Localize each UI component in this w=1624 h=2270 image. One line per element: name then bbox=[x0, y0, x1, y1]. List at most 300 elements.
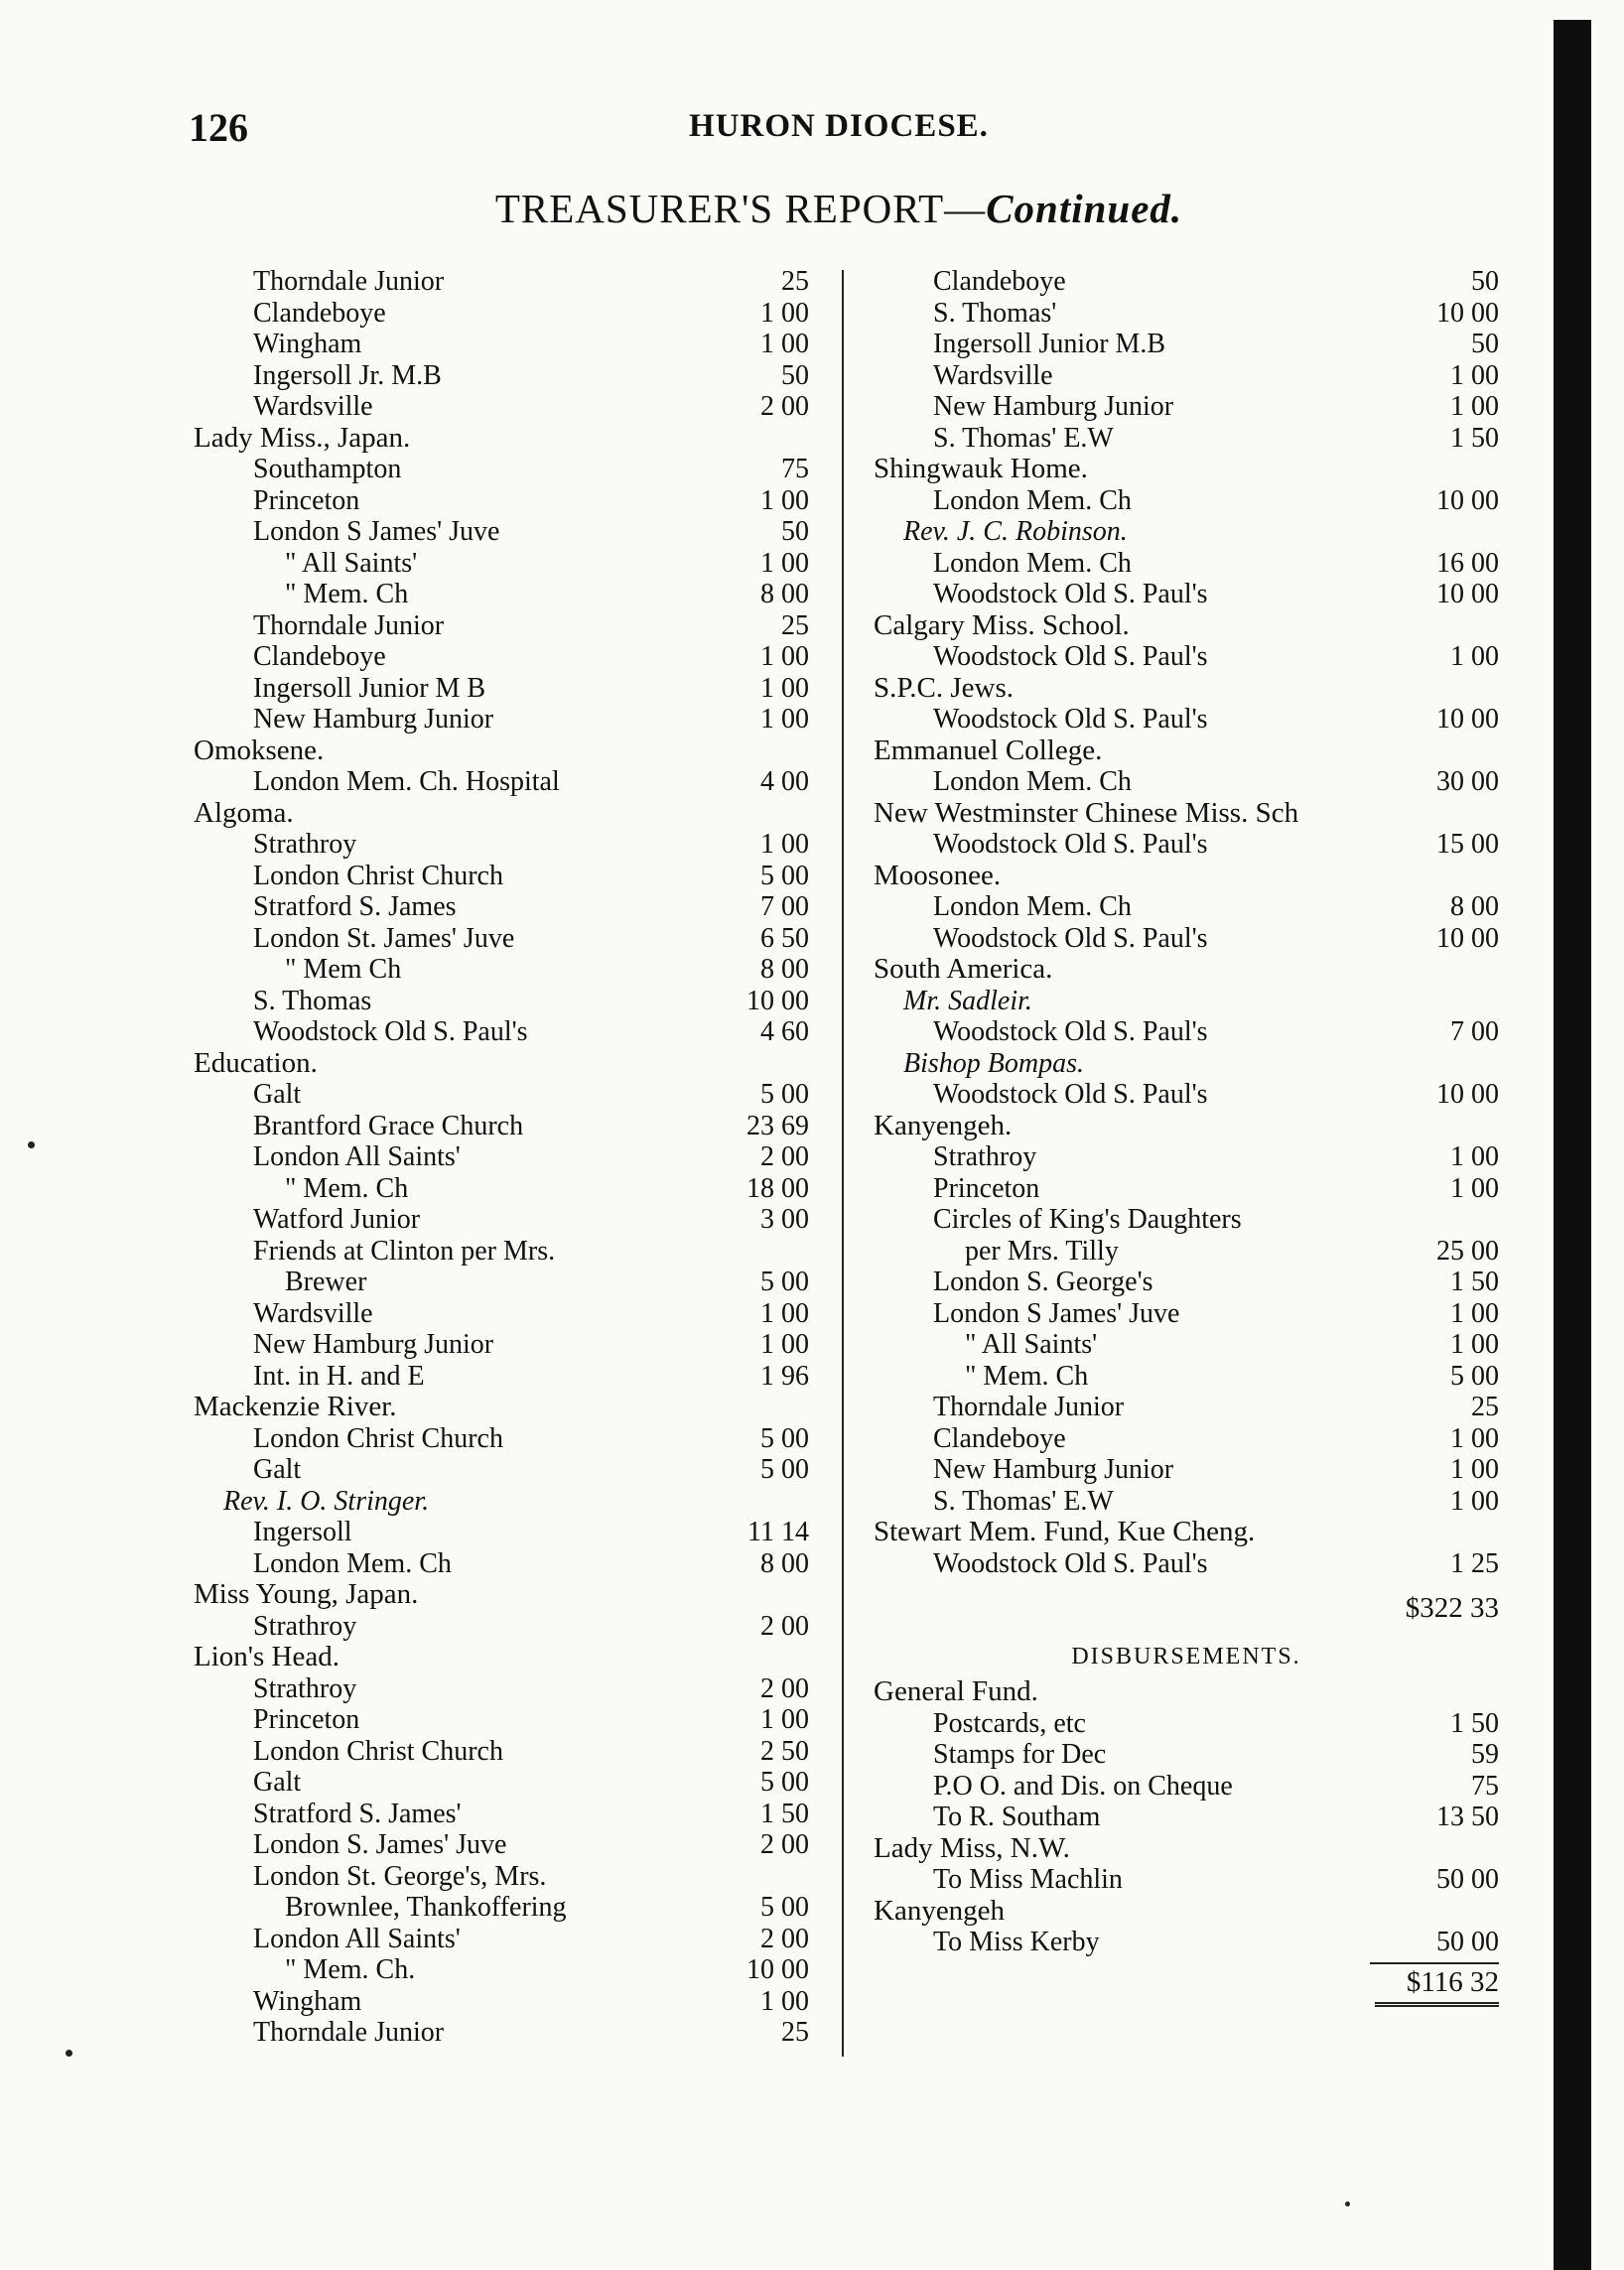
entry-amount: 8 00 bbox=[1450, 891, 1499, 922]
entry-amount: 2 00 bbox=[760, 391, 809, 422]
entry-label: Ingersoll Junior M.B bbox=[933, 329, 1166, 359]
section-heading-row bbox=[874, 1833, 1499, 1865]
entry-label: Thorndale Junior bbox=[253, 266, 445, 297]
disbursements-heading: DISBURSEMENTS. bbox=[1071, 1644, 1301, 1669]
entry-label: Thorndale Junior bbox=[253, 2017, 445, 2048]
entry-amount: 1 00 bbox=[1450, 1329, 1499, 1360]
title-text: TREASURER'S REPORT— bbox=[494, 186, 987, 231]
entry-amount: 30 00 bbox=[1436, 766, 1499, 797]
entry-amount: 6 50 bbox=[760, 922, 809, 954]
entry-row bbox=[194, 454, 809, 485]
entry-amount: 50 bbox=[781, 516, 809, 547]
entry-amount: 5 00 bbox=[1450, 1360, 1499, 1392]
section-heading-row bbox=[194, 735, 809, 767]
entry-label: Wardsville bbox=[253, 391, 373, 422]
entry-label: Thorndale Junior bbox=[933, 1392, 1125, 1422]
entry-label: Mr. Sadleir. bbox=[903, 985, 1032, 1016]
entry-row bbox=[194, 1141, 809, 1173]
entry-amount: 1 96 bbox=[760, 1360, 809, 1392]
entry-label: Stamps for Dec bbox=[933, 1739, 1107, 1770]
entry-row bbox=[194, 1767, 809, 1799]
entry-row bbox=[874, 1236, 1499, 1268]
section-heading-row bbox=[874, 1896, 1499, 1928]
entry-amount: 50 bbox=[1471, 266, 1499, 297]
entry-label: Lady Miss, N.W. bbox=[874, 1831, 1070, 1864]
disbursements-total-row bbox=[874, 1958, 1499, 2004]
entry-amount: 15 00 bbox=[1436, 829, 1499, 860]
entry-amount: 1 00 bbox=[1450, 1422, 1499, 1454]
section-heading-row bbox=[874, 954, 1499, 986]
entry-amount: 5 00 bbox=[760, 860, 809, 891]
entry-label: Strathroy bbox=[253, 829, 357, 860]
entry-row bbox=[874, 485, 1499, 517]
double-rule bbox=[1375, 2002, 1499, 2007]
entry-row bbox=[874, 891, 1499, 923]
entry-row bbox=[874, 1423, 1499, 1455]
entry-label: Woodstock Old S. Paul's bbox=[933, 704, 1208, 734]
entry-amount: 4 00 bbox=[760, 766, 809, 797]
entry-amount: 10 00 bbox=[1436, 484, 1499, 516]
section-heading-row bbox=[874, 673, 1499, 705]
entry-row bbox=[194, 266, 809, 298]
entry-label: Miss Young, Japan. bbox=[194, 1578, 419, 1610]
entry-label: S. Thomas bbox=[253, 985, 372, 1016]
entry-amount: 2 00 bbox=[760, 1829, 809, 1860]
entry-amount: 10 00 bbox=[746, 1954, 809, 1985]
entry-row bbox=[874, 298, 1499, 330]
entry-label: Clandeboye bbox=[933, 266, 1066, 297]
entry-label: London S James' Juve bbox=[933, 1297, 1180, 1329]
entry-label: Brantford Grace Church bbox=[253, 1110, 524, 1141]
entry-amount: 1 00 bbox=[1450, 1454, 1499, 1485]
entry-amount: 1 50 bbox=[760, 1798, 809, 1829]
entry-row bbox=[874, 391, 1499, 423]
title-continued: Continued. bbox=[986, 186, 1183, 231]
entry-label: To R. Southam bbox=[933, 1802, 1101, 1832]
entry-amount: 1 50 bbox=[1450, 422, 1499, 454]
section-heading-row bbox=[194, 423, 809, 455]
entry-amount: 50 bbox=[781, 359, 809, 391]
entry-row bbox=[194, 298, 809, 330]
entry-label: London Mem. Ch bbox=[933, 766, 1132, 797]
section-heading-row bbox=[194, 798, 809, 830]
entry-row bbox=[194, 1329, 809, 1361]
section-heading-row bbox=[194, 1392, 809, 1423]
entry-label: London Mem. Ch bbox=[933, 891, 1132, 922]
entry-amount: 3 00 bbox=[760, 1204, 809, 1235]
entry-label: Woodstock Old S. Paul's bbox=[933, 1547, 1208, 1579]
receipts-total: $322 33 bbox=[1405, 1592, 1499, 1624]
page-number: 126 bbox=[189, 105, 248, 150]
section-heading-row bbox=[194, 1048, 809, 1080]
subheading-row bbox=[874, 516, 1499, 548]
entry-label: Stewart Mem. Fund, Kue Cheng. bbox=[874, 1516, 1256, 1547]
entry-label: Bishop Bompas. bbox=[903, 1047, 1084, 1079]
entry-label: Thorndale Junior bbox=[253, 609, 445, 641]
entry-amount: 1 00 bbox=[760, 484, 809, 516]
entry-amount: 25 bbox=[1471, 1392, 1499, 1422]
section-heading-row bbox=[874, 861, 1499, 892]
entry-label: " All Saints' bbox=[965, 1329, 1098, 1360]
entry-amount: 1 00 bbox=[760, 547, 809, 579]
entry-row bbox=[194, 1736, 809, 1768]
entry-label: Rev. J. C. Robinson. bbox=[903, 516, 1128, 547]
entry-row bbox=[874, 1361, 1499, 1393]
entry-label: New Westminster Chinese Miss. Sch bbox=[874, 796, 1299, 829]
entry-amount: 1 00 bbox=[760, 672, 809, 704]
entry-label: London St. James' Juve bbox=[253, 922, 515, 954]
entry-amount: 1 50 bbox=[1450, 1707, 1499, 1739]
entry-amount: 25 bbox=[781, 2017, 809, 2048]
entry-row bbox=[874, 829, 1499, 861]
entry-label: Stratford S. James bbox=[253, 891, 457, 922]
entry-label: Int. in H. and E bbox=[253, 1360, 425, 1392]
entry-label: Strathroy bbox=[933, 1141, 1037, 1172]
entry-amount: 1 00 bbox=[1450, 1485, 1499, 1517]
entry-label: Southampton bbox=[253, 454, 402, 484]
entry-row bbox=[194, 986, 809, 1017]
right-column bbox=[874, 266, 1499, 2004]
entry-label: Ingersoll Jr. M.B bbox=[253, 359, 442, 391]
entry-row bbox=[194, 360, 809, 392]
entry-amount: 5 00 bbox=[760, 1079, 809, 1110]
entry-amount: 10 00 bbox=[1436, 922, 1499, 954]
entry-label: New Hamburg Junior bbox=[253, 1329, 494, 1360]
entry-amount: 1 00 bbox=[760, 1985, 809, 2017]
entry-row bbox=[194, 704, 809, 735]
entry-row bbox=[874, 1016, 1499, 1048]
sum-rule bbox=[1370, 1962, 1499, 1964]
entry-row bbox=[874, 1204, 1499, 1236]
entry-row bbox=[874, 1298, 1499, 1330]
receipts-total-row bbox=[874, 1579, 1499, 1637]
entry-amount: 1 00 bbox=[1450, 391, 1499, 422]
entry-label: To Miss Machlin bbox=[933, 1864, 1123, 1895]
section-heading-row bbox=[874, 735, 1499, 767]
entry-amount: 2 00 bbox=[760, 1923, 809, 1954]
print-speck bbox=[28, 1141, 35, 1148]
entry-amount: 10 00 bbox=[1436, 1079, 1499, 1110]
entry-amount: 1 00 bbox=[1450, 1297, 1499, 1329]
entry-row bbox=[874, 641, 1499, 673]
entry-row bbox=[194, 1704, 809, 1736]
entry-row bbox=[874, 1392, 1499, 1423]
entry-label: " All Saints' bbox=[285, 547, 418, 579]
entry-row bbox=[874, 579, 1499, 610]
entry-row bbox=[874, 923, 1499, 955]
entry-label: Kanyengeh bbox=[874, 1894, 1006, 1927]
entry-amount: 7 00 bbox=[1450, 1016, 1499, 1047]
entry-label: Woodstock Old S. Paul's bbox=[253, 1016, 528, 1047]
entry-row bbox=[874, 1079, 1499, 1111]
print-speck bbox=[1345, 2202, 1350, 2206]
entry-row bbox=[874, 548, 1499, 580]
entry-label: Clandeboye bbox=[933, 1422, 1066, 1454]
entry-row bbox=[194, 1829, 809, 1861]
entry-row bbox=[194, 1673, 809, 1705]
entry-row bbox=[194, 516, 809, 548]
entry-amount: 8 00 bbox=[760, 954, 809, 985]
disbursements-total: $116 32 bbox=[1406, 1965, 1499, 1998]
page-header bbox=[189, 104, 1489, 164]
entry-label: London Mem. Ch bbox=[933, 547, 1132, 579]
entry-amount: 5 00 bbox=[760, 1767, 809, 1798]
entry-label: S. Thomas' E.W bbox=[933, 1485, 1114, 1517]
entry-row bbox=[194, 861, 809, 892]
entry-row bbox=[194, 1361, 809, 1393]
entry-row bbox=[874, 329, 1499, 360]
entry-label: Lion's Head. bbox=[194, 1641, 339, 1672]
entry-label: Woodstock Old S. Paul's bbox=[933, 1079, 1208, 1110]
entry-row bbox=[194, 1079, 809, 1111]
entry-label: Galt bbox=[253, 1079, 302, 1110]
entry-label: New Hamburg Junior bbox=[933, 391, 1174, 422]
entry-label: S. Thomas' E.W bbox=[933, 422, 1114, 454]
section-heading-row bbox=[874, 610, 1499, 642]
entry-label: P.O O. and Dis. on Cheque bbox=[933, 1770, 1233, 1802]
entry-label: Lady Miss., Japan. bbox=[194, 421, 411, 454]
entry-amount: 50 00 bbox=[1436, 1927, 1499, 1957]
entry-row bbox=[874, 766, 1499, 798]
entry-row bbox=[194, 2017, 809, 2049]
entry-amount: 75 bbox=[781, 454, 809, 484]
entry-label: Rev. I. O. Stringer. bbox=[223, 1485, 430, 1517]
entry-label: London Mem. Ch. Hospital bbox=[253, 766, 560, 797]
entry-row bbox=[194, 1954, 809, 1986]
entry-amount: 2 00 bbox=[760, 1141, 809, 1172]
entry-row bbox=[874, 1864, 1499, 1896]
entry-row bbox=[874, 1141, 1499, 1173]
section-heading-row bbox=[194, 1642, 809, 1673]
entry-label: London Christ Church bbox=[253, 1422, 503, 1454]
entry-amount: 2 50 bbox=[760, 1735, 809, 1767]
entry-row bbox=[874, 1927, 1499, 1958]
entry-row bbox=[194, 548, 809, 580]
section-heading-row bbox=[874, 454, 1499, 485]
entry-label: Woodstock Old S. Paul's bbox=[933, 829, 1208, 860]
entry-label: Postcards, etc bbox=[933, 1707, 1086, 1739]
entry-row bbox=[194, 923, 809, 955]
entry-row bbox=[194, 1892, 809, 1924]
entry-label: Princeton bbox=[253, 484, 360, 516]
entry-amount: 1 00 bbox=[760, 1329, 809, 1360]
entry-row bbox=[874, 1329, 1499, 1361]
entry-amount: 1 00 bbox=[760, 1297, 809, 1329]
entry-row bbox=[194, 1267, 809, 1298]
entry-label: Circles of King's Daughters bbox=[933, 1204, 1242, 1235]
entry-label: London St. George's, Mrs. bbox=[253, 1860, 547, 1892]
entry-row bbox=[194, 579, 809, 610]
entry-row bbox=[194, 610, 809, 642]
entry-row bbox=[874, 704, 1499, 735]
scanned-page-edge bbox=[1554, 20, 1591, 2270]
entry-label: New Hamburg Junior bbox=[253, 704, 494, 734]
entry-label: Shingwauk Home. bbox=[874, 453, 1088, 484]
entry-row bbox=[874, 1548, 1499, 1580]
entry-row bbox=[194, 891, 809, 923]
section-heading-row bbox=[874, 798, 1499, 830]
entry-label: Education. bbox=[194, 1046, 318, 1079]
entry-amount: 13 50 bbox=[1436, 1802, 1499, 1832]
entry-row bbox=[874, 266, 1499, 298]
entry-amount: 1 25 bbox=[1450, 1547, 1499, 1579]
entry-amount: 16 00 bbox=[1436, 547, 1499, 579]
entry-label: Princeton bbox=[933, 1172, 1040, 1204]
entry-label: London S. James' Juve bbox=[253, 1829, 507, 1860]
entry-amount: 1 00 bbox=[760, 829, 809, 860]
entry-label: New Hamburg Junior bbox=[933, 1454, 1174, 1485]
entry-row bbox=[874, 1739, 1499, 1771]
entry-row bbox=[874, 1802, 1499, 1833]
entry-label: S.P.C. Jews. bbox=[874, 671, 1015, 704]
section-heading-row bbox=[874, 1111, 1499, 1142]
entry-amount: 7 00 bbox=[760, 891, 809, 922]
entry-label: Galt bbox=[253, 1454, 302, 1485]
entry-amount: 1 00 bbox=[1450, 1172, 1499, 1204]
entry-row bbox=[194, 1173, 809, 1205]
entry-amount: 1 00 bbox=[760, 641, 809, 672]
entry-label: Wingham bbox=[253, 329, 362, 359]
entry-row bbox=[194, 1548, 809, 1580]
column-divider bbox=[842, 270, 844, 2057]
entry-amount: 4 60 bbox=[760, 1016, 809, 1047]
entry-amount: 18 00 bbox=[746, 1172, 809, 1204]
entry-row bbox=[194, 1611, 809, 1643]
entry-amount: 10 00 bbox=[1436, 297, 1499, 329]
entry-row bbox=[194, 329, 809, 360]
entry-label: General Fund. bbox=[874, 1675, 1038, 1707]
entry-amount: 1 00 bbox=[760, 704, 809, 734]
entry-label: London All Saints' bbox=[253, 1923, 461, 1954]
entry-amount: 25 bbox=[781, 609, 809, 641]
entry-label: South America. bbox=[874, 953, 1053, 985]
entry-row bbox=[874, 1173, 1499, 1205]
entry-amount: 50 bbox=[1471, 329, 1499, 359]
entry-row bbox=[194, 1236, 809, 1268]
entry-label: Woodstock Old S. Paul's bbox=[933, 1016, 1208, 1047]
entry-row bbox=[194, 1986, 809, 2018]
subheading-row bbox=[194, 1486, 809, 1518]
entry-label: Woodstock Old S. Paul's bbox=[933, 579, 1208, 609]
entry-amount: 59 bbox=[1471, 1739, 1499, 1770]
entry-label: London S James' Juve bbox=[253, 516, 500, 547]
subheading-row bbox=[874, 1048, 1499, 1080]
entry-amount: 2 00 bbox=[760, 1610, 809, 1642]
entry-row bbox=[194, 1799, 809, 1830]
entry-row bbox=[194, 673, 809, 705]
entry-amount: 2 00 bbox=[760, 1672, 809, 1704]
entry-label: Wardsville bbox=[933, 359, 1053, 391]
entry-row bbox=[874, 1708, 1499, 1740]
entry-amount: 10 00 bbox=[746, 985, 809, 1016]
entry-label: Brewer bbox=[285, 1267, 367, 1297]
entry-label: Emmanuel College. bbox=[874, 734, 1103, 766]
entry-label: Wingham bbox=[253, 1985, 362, 2017]
entry-row bbox=[194, 391, 809, 423]
running-head: HURON DIOCESE. bbox=[689, 108, 989, 144]
entry-row bbox=[874, 1771, 1499, 1803]
entry-label: Woodstock Old S. Paul's bbox=[933, 922, 1208, 954]
entry-amount: 5 00 bbox=[760, 1454, 809, 1485]
entry-amount: 50 00 bbox=[1436, 1864, 1499, 1895]
entry-amount: 5 00 bbox=[760, 1422, 809, 1454]
entry-amount: 25 00 bbox=[1436, 1235, 1499, 1267]
entry-row bbox=[194, 1111, 809, 1142]
entry-label: Strathroy bbox=[253, 1672, 357, 1704]
entry-row bbox=[874, 423, 1499, 455]
entry-label: Stratford S. James' bbox=[253, 1798, 462, 1829]
entry-amount: 23 69 bbox=[746, 1110, 809, 1141]
section-heading-row bbox=[874, 1517, 1499, 1548]
entry-amount: 1 00 bbox=[760, 1704, 809, 1735]
section-heading-row bbox=[194, 1579, 809, 1611]
entry-row bbox=[874, 1486, 1499, 1518]
entry-label: Wardsville bbox=[253, 1297, 373, 1329]
entry-row bbox=[194, 1423, 809, 1455]
entry-amount: 1 00 bbox=[760, 329, 809, 359]
entry-row bbox=[194, 1204, 809, 1236]
entry-label: per Mrs. Tilly bbox=[965, 1235, 1119, 1267]
entry-label: Clandeboye bbox=[253, 641, 386, 672]
entry-amount: 8 00 bbox=[760, 1547, 809, 1579]
entry-row bbox=[194, 1517, 809, 1548]
entry-label: London S. George's bbox=[933, 1267, 1153, 1297]
entry-amount: 10 00 bbox=[1436, 579, 1499, 609]
entry-amount: 1 00 bbox=[1450, 641, 1499, 672]
entry-row bbox=[194, 1454, 809, 1486]
entry-label: " Mem. Ch bbox=[285, 1172, 409, 1204]
entry-row bbox=[874, 360, 1499, 392]
print-speck bbox=[66, 2050, 72, 2057]
entry-row bbox=[194, 829, 809, 861]
entry-amount: 1 00 bbox=[1450, 1141, 1499, 1172]
entry-label: Princeton bbox=[253, 1704, 360, 1735]
entry-label: Ingersoll bbox=[253, 1517, 352, 1547]
entry-row bbox=[194, 641, 809, 673]
entry-amount: 11 14 bbox=[747, 1517, 809, 1547]
subheading-row bbox=[874, 986, 1499, 1017]
entry-row bbox=[874, 1267, 1499, 1298]
entry-row bbox=[194, 1016, 809, 1048]
entry-row bbox=[194, 485, 809, 517]
entry-label: Watford Junior bbox=[253, 1204, 421, 1235]
entry-label: " Mem Ch bbox=[285, 954, 402, 985]
entry-amount: 5 00 bbox=[760, 1267, 809, 1297]
entry-label: S. Thomas' bbox=[933, 297, 1057, 329]
entry-row bbox=[194, 1924, 809, 1955]
section-heading-row bbox=[874, 1676, 1499, 1708]
entry-label: Woodstock Old S. Paul's bbox=[933, 641, 1208, 672]
entry-label: Kanyengeh. bbox=[874, 1109, 1013, 1141]
entry-row bbox=[874, 1454, 1499, 1486]
entry-amount: 75 bbox=[1471, 1770, 1499, 1802]
entry-row bbox=[194, 1298, 809, 1330]
entry-label: Galt bbox=[253, 1767, 302, 1798]
entry-label: To Miss Kerby bbox=[933, 1927, 1100, 1957]
entry-label: Moosonee. bbox=[874, 859, 1002, 891]
entry-amount: 25 bbox=[781, 266, 809, 297]
left-column bbox=[194, 266, 809, 2049]
disbursements-list bbox=[874, 1676, 1499, 1958]
entry-label: London Mem. Ch bbox=[933, 484, 1132, 516]
entry-label: " Mem. Ch bbox=[285, 579, 409, 609]
entry-amount: 1 00 bbox=[1450, 359, 1499, 391]
entry-label: Mackenzie River. bbox=[194, 1391, 397, 1422]
entry-label: Algoma. bbox=[194, 796, 294, 829]
report-title bbox=[189, 185, 1489, 232]
entry-label: London All Saints' bbox=[253, 1141, 461, 1172]
entry-label: London Christ Church bbox=[253, 860, 503, 891]
